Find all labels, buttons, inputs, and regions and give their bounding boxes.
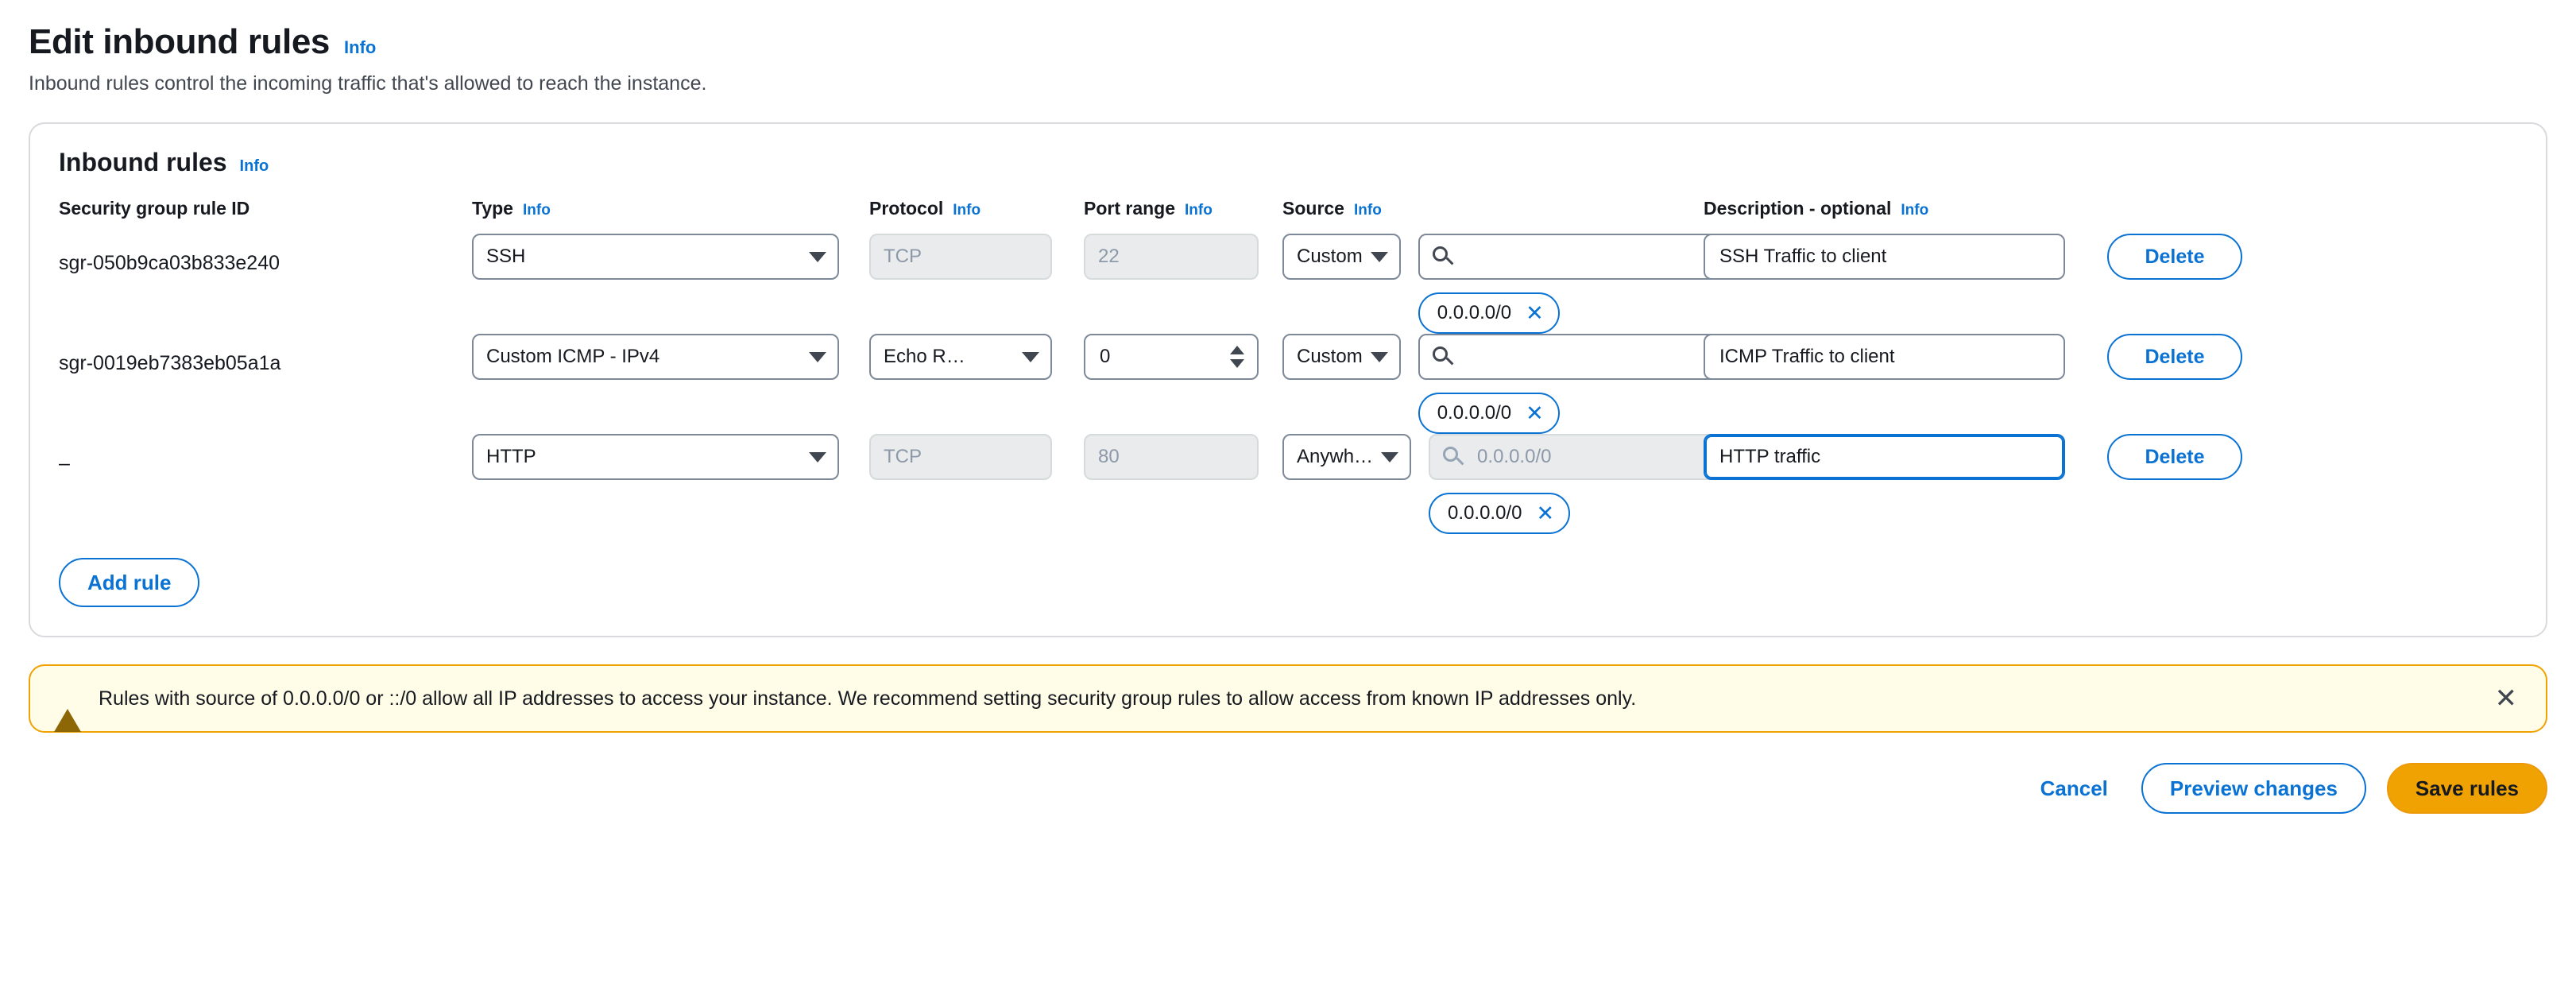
- column-header-source: [1282, 198, 1704, 234]
- table-row: [1704, 334, 2085, 421]
- table-row: [1282, 234, 1704, 334]
- warning-alert-text: Rules with source of 0.0.0.0/0 or ::/0 allow all IP addresses to access your instance. We recommend setting security group rules to allow access from known IP addresses only.: [99, 687, 1637, 710]
- page-header: [29, 22, 2547, 62]
- source-token-label: 0.0.0.0/0: [1448, 502, 1522, 524]
- panel-info-link[interactable]: Info: [239, 157, 269, 175]
- column-header-rule-id-label: Security group rule ID: [59, 198, 250, 219]
- save-rules-button[interactable]: Save rules: [2387, 763, 2547, 814]
- column-header-port-range-label: Port range: [1084, 198, 1176, 219]
- description-input[interactable]: [1704, 334, 2065, 380]
- table-row: [472, 234, 869, 321]
- source-info-link[interactable]: Info: [1353, 202, 1382, 219]
- source-token-label: 0.0.0.0/0: [1437, 302, 1512, 323]
- table-row: [59, 234, 472, 321]
- port-range-field[interactable]: [1098, 345, 1224, 369]
- column-header-description: [1704, 198, 2085, 234]
- delete-rule-button[interactable]: Delete: [2107, 334, 2242, 380]
- close-icon[interactable]: ✕: [2494, 683, 2517, 714]
- warning-icon: [54, 687, 81, 710]
- page-subtitle: Inbound rules control the incoming traffic that's allowed to reach the instance.: [29, 72, 707, 95]
- warning-alert: [29, 664, 2547, 733]
- chevron-down-icon: [1381, 452, 1398, 463]
- table-row: [869, 334, 1084, 421]
- source-type-select[interactable]: [1282, 234, 1401, 280]
- source-token-chip: [1418, 292, 1560, 334]
- table-row: [2085, 434, 2244, 521]
- chevron-down-icon: [1022, 352, 1039, 362]
- column-header-protocol-label: Protocol: [869, 198, 944, 219]
- table-row: [869, 434, 1084, 521]
- rule-id-value: sgr-0019eb7383eb05a1a: [59, 352, 281, 374]
- table-row: [472, 334, 869, 421]
- table-row: [1282, 334, 1704, 434]
- close-icon[interactable]: ✕: [1526, 401, 1544, 425]
- cancel-button[interactable]: Cancel: [2040, 776, 2108, 800]
- type-info-link[interactable]: Info: [522, 202, 551, 219]
- column-header-source-label: Source: [1282, 198, 1344, 219]
- chevron-down-icon: [1371, 352, 1388, 362]
- chevron-down-icon: [809, 352, 826, 362]
- source-token-chip: [1418, 393, 1560, 434]
- add-rule-button[interactable]: Add rule: [59, 558, 199, 607]
- port-range-value: 80: [1098, 446, 1120, 467]
- port-range-input: [1084, 234, 1259, 280]
- type-select-value: HTTP: [486, 446, 536, 467]
- source-token-chip: [1429, 493, 1570, 534]
- column-header-rule-id: [59, 198, 472, 234]
- table-row: [2085, 334, 2244, 421]
- table-row: [1282, 434, 1704, 534]
- type-select-value: SSH: [486, 246, 526, 267]
- description-field[interactable]: [1718, 345, 2051, 369]
- close-icon[interactable]: ✕: [1526, 300, 1544, 325]
- column-header-actions: [2085, 198, 2244, 212]
- table-row: [1084, 334, 1282, 421]
- type-select[interactable]: [472, 234, 839, 280]
- delete-rule-button[interactable]: Delete: [2107, 234, 2242, 280]
- rule-id-value: sgr-050b9ca03b833e240: [59, 252, 280, 274]
- source-type-value: Custom: [1297, 246, 1363, 267]
- description-input[interactable]: [1704, 234, 2065, 280]
- type-select[interactable]: [472, 334, 839, 380]
- stepper-up-icon[interactable]: [1230, 346, 1244, 354]
- port-range-input[interactable]: [1084, 334, 1259, 380]
- page-title: Edit inbound rules: [29, 22, 331, 61]
- description-field[interactable]: [1718, 445, 2051, 469]
- source-token-label: 0.0.0.0/0: [1437, 402, 1512, 424]
- search-icon: [1433, 246, 1454, 268]
- column-header-protocol: [869, 198, 1084, 234]
- chevron-down-icon: [809, 452, 826, 463]
- type-select[interactable]: [472, 434, 839, 480]
- description-field[interactable]: [1718, 245, 2051, 269]
- protocol-select: [869, 434, 1052, 480]
- preview-changes-button[interactable]: Preview changes: [2141, 763, 2366, 814]
- panel-header: [59, 148, 2517, 177]
- protocol-select-value: TCP: [884, 246, 922, 267]
- protocol-select-value: Echo R…: [884, 346, 965, 367]
- source-type-value: Anywh…: [1297, 446, 1374, 467]
- source-type-select[interactable]: [1282, 334, 1401, 380]
- table-row: [1704, 234, 2085, 321]
- quantity-stepper[interactable]: [1230, 346, 1244, 368]
- type-select-value: Custom ICMP - IPv4: [486, 346, 660, 367]
- search-icon: [1433, 346, 1454, 368]
- table-row: [869, 234, 1084, 321]
- stepper-down-icon[interactable]: [1230, 359, 1244, 368]
- table-row: [59, 434, 472, 521]
- chevron-down-icon: [1371, 252, 1388, 262]
- inbound-rules-table: [59, 198, 2517, 534]
- column-header-port-range: [1084, 198, 1282, 234]
- panel-title: Inbound rules: [59, 148, 227, 176]
- protocol-select: [869, 234, 1052, 280]
- footer-actions: [29, 763, 2547, 830]
- inbound-rules-panel: [29, 122, 2547, 637]
- source-type-select[interactable]: [1282, 434, 1411, 480]
- description-info-link[interactable]: Info: [1901, 202, 1929, 219]
- column-header-type: [472, 198, 869, 234]
- port-range-info-link[interactable]: Info: [1185, 202, 1213, 219]
- table-row: [1704, 434, 2085, 521]
- protocol-info-link[interactable]: Info: [953, 202, 981, 219]
- rule-id-value: –: [59, 452, 70, 474]
- column-header-type-label: Type: [472, 198, 513, 219]
- port-range-value: 22: [1098, 246, 1120, 267]
- protocol-select-value: TCP: [884, 446, 922, 467]
- delete-rule-button[interactable]: Delete: [2107, 434, 2242, 480]
- chevron-down-icon: [809, 252, 826, 262]
- description-input[interactable]: [1704, 434, 2065, 480]
- table-row: [2085, 234, 2244, 321]
- table-row: [59, 334, 472, 421]
- table-row: [472, 434, 869, 521]
- port-range-input: [1084, 434, 1259, 480]
- page-info-link[interactable]: Info: [344, 37, 377, 57]
- close-icon[interactable]: ✕: [1536, 501, 1555, 525]
- table-row: [1084, 434, 1282, 521]
- column-header-description-label: Description - optional: [1704, 198, 1892, 219]
- source-type-value: Custom: [1297, 346, 1363, 367]
- table-row: [1084, 234, 1282, 321]
- protocol-select[interactable]: [869, 334, 1052, 380]
- search-icon: [1443, 447, 1464, 468]
